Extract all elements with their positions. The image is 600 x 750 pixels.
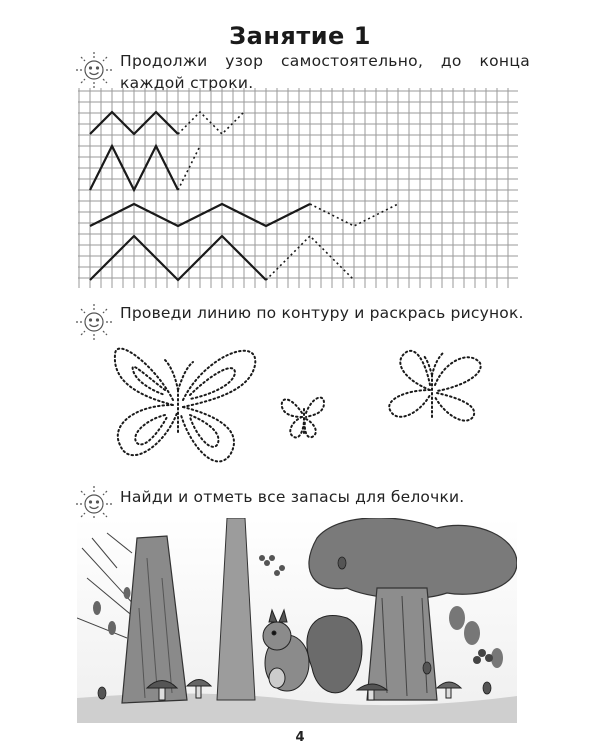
large-butterfly [115,349,255,462]
task-1-instruction: Продолжи узор самостоятельно, до конца каждой строки. [120,52,530,92]
task-2-instruction: Проведи линию по контуру и раскрась рисунок. [120,304,524,322]
sun-icon [74,50,114,90]
butterfly-figures [95,335,515,475]
page-number: 4 [295,730,305,745]
pattern-grid [78,88,518,288]
medium-butterfly [389,351,480,421]
small-butterfly [282,398,324,438]
forest-scene [77,518,517,723]
page-title: Занятие 1 [229,22,371,50]
task-3-instruction: Найди и отметь все запасы для белочки. [120,488,465,506]
